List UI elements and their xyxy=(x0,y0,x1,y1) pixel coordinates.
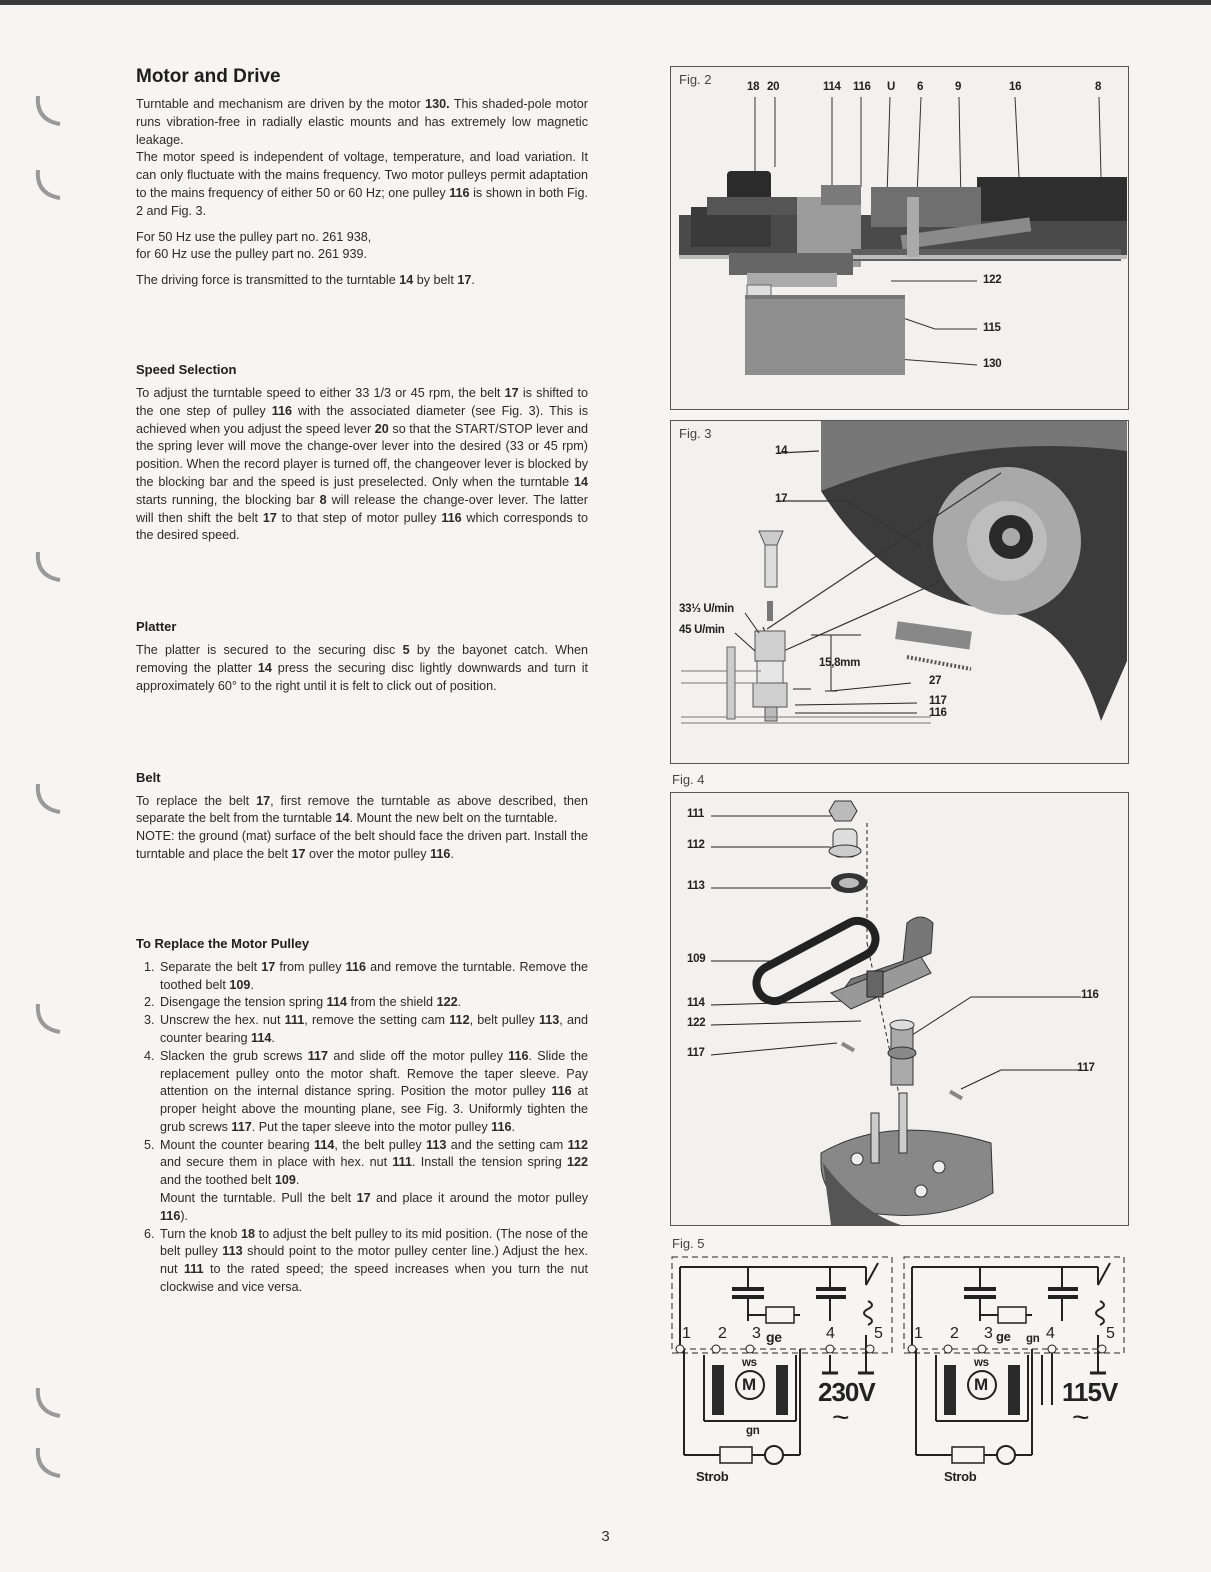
wiring-diagram-230v xyxy=(670,1255,894,1491)
speed-label-45: 45 U/min xyxy=(679,624,725,636)
part-number: 111 xyxy=(284,1013,305,1028)
binder-hole-mark xyxy=(28,1444,68,1484)
strob-label: Strob xyxy=(696,1469,729,1484)
callout: 8 xyxy=(1095,81,1102,93)
wiring-schematic xyxy=(902,1255,1126,1491)
callout: 122 xyxy=(983,274,1002,286)
part-number: 116 xyxy=(491,1119,512,1134)
figure-4 xyxy=(670,792,1129,1226)
part-number: 14 xyxy=(257,660,272,675)
section-heading: Platter xyxy=(136,619,177,635)
section-title: Motor and Drive xyxy=(136,66,281,87)
paragraph: To replace the belt 17, first remove the turntable as above described, then separate the belt from the turntable 14. Mount the new belt on the turntable. NOTE: the ground (mat) surface of the belt should face the driven part. Install the turntable and place the belt 17 over the motor pulley 116. xyxy=(136,793,588,861)
wire-color-label: ge xyxy=(766,1329,782,1345)
replace-pulley-section xyxy=(136,936,588,1297)
callout: 114 xyxy=(687,997,705,1009)
speed-label-33: 33⅓ U/min xyxy=(679,603,734,615)
top-edge-rule xyxy=(0,0,1211,5)
part-number: 112 xyxy=(567,1137,588,1152)
callout: 9 xyxy=(955,81,962,93)
part-number: 17 xyxy=(504,385,519,400)
part-number: 17 xyxy=(291,846,306,861)
ac-symbol: ~ xyxy=(832,1401,850,1434)
callout: 117 xyxy=(1077,1062,1095,1074)
wire-color-label: gn xyxy=(1026,1333,1040,1345)
speed-selection-illustration xyxy=(671,421,1128,763)
speed-selection-section xyxy=(136,362,588,545)
text-column xyxy=(136,66,588,1297)
callout: 112 xyxy=(687,839,705,851)
callout: 115 xyxy=(983,322,1001,334)
part-number: 111 xyxy=(183,1262,204,1277)
part-number: 17 xyxy=(256,793,271,808)
terminal-number: 4 xyxy=(826,1325,835,1342)
callout: 117 xyxy=(929,695,947,707)
wire-color-label: gn xyxy=(746,1425,760,1437)
part-number: 113 xyxy=(538,1013,560,1028)
part-number: 17 xyxy=(261,959,276,974)
terminal-number: 3 xyxy=(752,1325,761,1342)
procedure-steps xyxy=(136,959,588,1297)
motor-symbol: M xyxy=(742,1375,756,1394)
callout: 6 xyxy=(917,81,924,93)
section-heading: To Replace the Motor Pulley xyxy=(136,935,310,951)
motor-symbol: M xyxy=(974,1375,988,1394)
part-number: 117 xyxy=(307,1048,329,1063)
part-number: 113 xyxy=(222,1244,243,1259)
terminal-number: 5 xyxy=(874,1325,883,1342)
callout: U xyxy=(887,81,896,93)
callout: 20 xyxy=(767,81,780,93)
belt-section xyxy=(136,770,588,864)
terminal-number: 3 xyxy=(984,1325,993,1342)
callout: 27 xyxy=(929,675,942,687)
terminal-number: 1 xyxy=(914,1325,923,1342)
part-number: 109 xyxy=(229,977,251,992)
turntable-mechanism-illustration xyxy=(671,67,1128,409)
wire-color-label: ws xyxy=(974,1357,989,1369)
callout: 17 xyxy=(775,493,788,505)
part-number: 17 xyxy=(457,273,472,288)
part-number: 116 xyxy=(551,1084,572,1099)
voltage-label: 230V xyxy=(818,1377,875,1407)
callout: 18 xyxy=(747,81,760,93)
figure-label: Fig. 4 xyxy=(672,772,705,787)
part-number: 111 xyxy=(392,1155,412,1170)
binder-hole-mark xyxy=(28,780,68,820)
dimension-label: 15,8mm xyxy=(819,657,861,669)
paragraph: The driving force is transmitted to the turntable 14 by belt 17. xyxy=(136,273,475,288)
binder-hole-mark xyxy=(28,1000,68,1040)
binder-hole-mark xyxy=(28,1384,68,1424)
procedure-step: 5. Mount the counter bearing 114, the belt pulley 113 and the setting cam 112 and secure them in place with hex. nut 111. Install the tension spring 122 and the toothed belt 109. Mount the turntable. Pull the belt 17 and place it around the motor pulley 116). xyxy=(158,1137,588,1226)
figure-label: Fig. 5 xyxy=(672,1236,705,1251)
part-number: 116 xyxy=(160,1208,181,1223)
procedure-step: 3. Unscrew the hex. nut 111, remove the setting cam 112, belt pulley 113, and counter bearing 114. xyxy=(158,1012,588,1048)
part-number: 117 xyxy=(231,1119,252,1134)
terminal-number: 2 xyxy=(950,1325,959,1342)
paragraph: Turntable and mechanism are driven by the motor 130. This shaded-pole motor runs vibration-free in radially elastic mounts and has extremely low magnetic leakage. The motor speed is independent of voltage, temperature, and load variation. It can only fluctuate with the mains frequency. Two motor pulleys permit adaptation to the mains frequency of either 50 or 60 Hz; one pulley 116 is shown in both Fig. 2 and Fig. 3. xyxy=(136,97,588,218)
callout: 113 xyxy=(687,880,705,892)
section-heading: Speed Selection xyxy=(136,361,237,377)
callout: 14 xyxy=(775,445,788,457)
procedure-step: 6. Turn the knob 18 to adjust the belt pulley to its mid position. (The nose of the belt pulley 113 should point to the motor pulley center line.) Adjust the hex. nut 111 to the rated speed; the speed increases when you turn the nut clockwise and vice versa. xyxy=(158,1226,588,1297)
part-number: 14 xyxy=(573,474,588,489)
wiring-schematic xyxy=(670,1255,894,1491)
callout: 116 xyxy=(853,81,871,93)
part-number: 5 xyxy=(402,643,410,658)
callout: 111 xyxy=(687,808,705,820)
wiring-diagram-115v xyxy=(902,1255,1126,1491)
binder-hole-mark xyxy=(28,548,68,588)
terminal-number: 2 xyxy=(718,1325,727,1342)
part-number: 20 xyxy=(374,421,389,436)
callout: 116 xyxy=(929,707,947,719)
part-number: 114 xyxy=(314,1137,335,1152)
part-number: 18 xyxy=(241,1226,256,1241)
callout: 122 xyxy=(687,1017,706,1029)
part-number: 14 xyxy=(335,811,350,826)
pulley-exploded-view xyxy=(671,793,1128,1225)
part-number: 116 xyxy=(271,403,293,418)
part-number: 130. xyxy=(425,97,450,111)
paragraph: The platter is secured to the securing disc 5 by the bayonet catch. When removing the platter 14 press the securing disc lightly downwards and turn it approximately 60° to the right until it is felt to click out of position. xyxy=(136,643,588,693)
terminal-number: 4 xyxy=(1046,1325,1055,1342)
procedure-step: 4. Slacken the grub screws 117 and slide off the motor pulley 116. Slide the replacement pulley onto the motor shaft. Remove the taper sleeve. Pay attention on the internal distance spring. Position the motor pulley 116 at proper height above the mounting plane, see Fig. 3. Uniformly tighten the grub screws 117. Put the taper sleeve into the motor pulley 116. xyxy=(158,1048,588,1137)
part-number: 14 xyxy=(399,273,414,288)
paragraph: To adjust the turntable speed to either 33 1/3 or 45 rpm, the belt 17 is shifted to the one step of pulley 116 with the associated diameter (see Fig. 3). This is achieved when you adjust the speed lever 20 so that the START/STOP lever and the spring lever will move the change-over lever into the desired (33 or 45 rpm) position. When the record player is turned off, the changeover lever is blocked by the blocking bar and the speed is just preselected. Only when the turntable 14 starts running, the blocking bar 8 will release the change-over lever. The latter will then shift the belt 17 to that step of motor pulley 116 which corresponds to the desired speed. xyxy=(136,385,589,543)
wire-color-label: ge xyxy=(996,1329,1011,1344)
binder-hole-mark xyxy=(28,92,68,132)
part-number: 17 xyxy=(262,510,277,525)
procedure-step: 2. Disengage the tension spring 114 from the shield 122. xyxy=(158,994,588,1012)
part-number: 17 xyxy=(356,1191,371,1206)
callout: 116 xyxy=(1081,989,1099,1001)
part-number: 116 xyxy=(430,846,451,861)
wire-color-label: ws xyxy=(742,1357,757,1369)
part-number: 122 xyxy=(566,1155,588,1170)
callout: 130 xyxy=(983,358,1002,370)
paragraph: For 50 Hz use the pulley part no. 261 938, for 60 Hz use the pulley part no. 261 939. xyxy=(136,229,372,262)
part-number: 112 xyxy=(449,1013,470,1028)
part-number: 113 xyxy=(426,1137,447,1152)
callout: 117 xyxy=(687,1047,705,1059)
ac-symbol: ~ xyxy=(1072,1401,1090,1434)
part-number: 116 xyxy=(449,185,470,200)
terminal-number: 1 xyxy=(682,1325,691,1342)
terminal-number: 5 xyxy=(1106,1325,1115,1342)
part-number: 114 xyxy=(326,995,347,1010)
figure-label: Fig. 3 xyxy=(679,426,712,441)
procedure-step: 1. Separate the belt 17 from pulley 116 and remove the turntable. Remove the toothed belt 109. xyxy=(158,959,588,995)
part-number: 8 xyxy=(319,492,327,507)
part-number: 116 xyxy=(508,1048,529,1063)
strob-label: Strob xyxy=(944,1469,977,1484)
voltage-label: 115V xyxy=(1062,1377,1118,1407)
section-heading: Belt xyxy=(136,769,161,785)
figure-3 xyxy=(670,420,1129,764)
callout: 114 xyxy=(823,81,841,93)
part-number: 116 xyxy=(441,510,462,525)
figure-label: Fig. 2 xyxy=(679,72,712,87)
callout: 109 xyxy=(687,953,706,965)
callout: 16 xyxy=(1009,81,1022,93)
part-number: 109 xyxy=(274,1173,296,1188)
part-number: 122 xyxy=(436,995,458,1010)
page-number: 3 xyxy=(601,1528,610,1545)
motor-and-drive-section xyxy=(136,66,588,290)
figure-2 xyxy=(670,66,1129,410)
binder-hole-mark xyxy=(28,166,68,206)
part-number: 116 xyxy=(345,959,366,974)
part-number: 114 xyxy=(251,1030,272,1045)
platter-section xyxy=(136,619,588,695)
